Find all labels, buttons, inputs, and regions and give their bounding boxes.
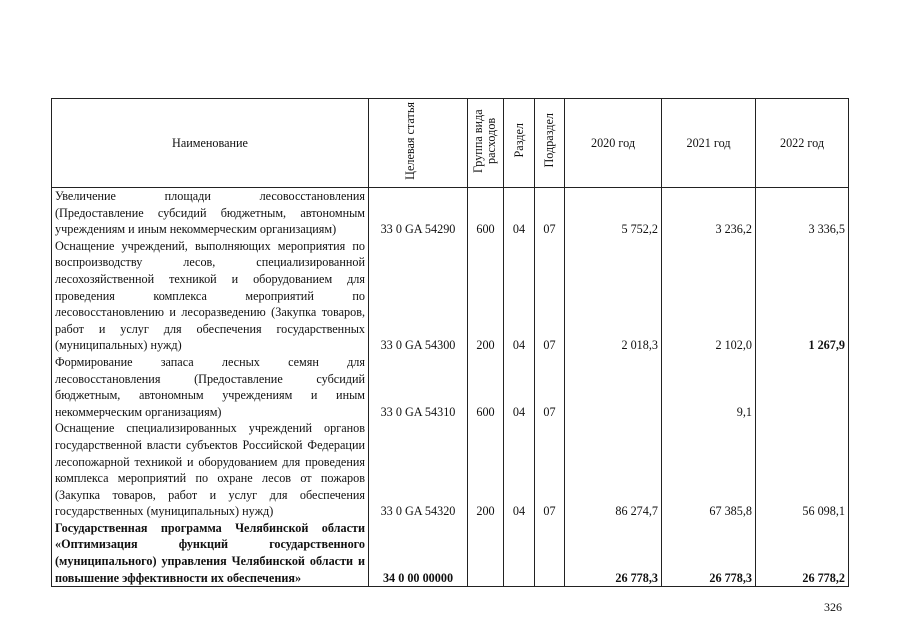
row-2021: 3 236,2 (662, 188, 756, 238)
row-2021: 26 778,3 (662, 520, 756, 587)
row-target-article: 33 0 GA 54300 (369, 238, 468, 354)
row-2020: 5 752,2 (565, 188, 662, 238)
budget-table (51, 98, 849, 587)
row-name: Формирование запаса лесных семян для лесовосстановления (Предоставление субсидий бюджетным, автономным учреждениям и иным некоммерческим организациям) (52, 354, 369, 420)
row-name: Государственная программа Челябинской области «Оптимизация функций государственного (муниципального) управления Челябинской области и повышение эффективности их обеспечения» (52, 520, 369, 587)
row-target-article: 33 0 GA 54320 (369, 420, 468, 520)
row-2020: 2 018,3 (565, 238, 662, 354)
table-row (52, 238, 849, 354)
table-row (52, 354, 849, 420)
row-2021: 67 385,8 (662, 420, 756, 520)
row-2022: 3 336,5 (756, 188, 849, 238)
row-subsection: 07 (535, 238, 565, 354)
header-2020: 2020 год (565, 99, 662, 188)
table-row (52, 420, 849, 520)
row-section (504, 520, 535, 587)
row-subsection: 07 (535, 420, 565, 520)
row-2022 (756, 354, 849, 420)
row-expense-group: 200 (468, 420, 504, 520)
row-2021: 2 102,0 (662, 238, 756, 354)
header-2021: 2021 год (662, 99, 756, 188)
page-number: 326 (824, 600, 842, 614)
row-target-article: 33 0 GA 54290 (369, 188, 468, 238)
row-2020 (565, 354, 662, 420)
row-2022: 1 267,9 (756, 238, 849, 354)
row-subsection (535, 520, 565, 587)
row-2021: 9,1 (662, 354, 756, 420)
row-target-article: 33 0 GA 54310 (369, 354, 468, 420)
row-2022: 56 098,1 (756, 420, 849, 520)
header-2022: 2022 год (756, 99, 849, 188)
header-subsection: Подраздел (535, 99, 565, 188)
row-target-article: 34 0 00 00000 (369, 520, 468, 587)
table-row (52, 520, 849, 587)
header-row (52, 99, 849, 188)
row-2020: 86 274,7 (565, 420, 662, 520)
row-2022: 26 778,2 (756, 520, 849, 587)
header-expense-group: Группа вида расходов (468, 99, 504, 188)
row-name: Оснащение учреждений, выполняющих мероприятия по воспроизводству лесов, специализированной лесохозяйственной техникой и оборудованием для проведения комплекса мероприятий по лесовосстановлению и лесоразведению (Закупка товаров, работ и услуг для обеспечения государственных (муниципальных) нужд) (52, 238, 369, 354)
row-section: 04 (504, 420, 535, 520)
row-section: 04 (504, 188, 535, 238)
row-expense-group: 600 (468, 354, 504, 420)
row-subsection: 07 (535, 188, 565, 238)
row-name: Оснащение специализированных учреждений органов государственной власти субъектов Российской Федерации лесопожарной техникой и оборудованием для проведения комплекса мероприятий по охране лесов от пожаров (Закупка товаров, работ и услуг для обеспечения государственных (муниципальных) нужд) (52, 420, 369, 520)
header-target-article: Целевая статья (369, 99, 468, 188)
row-name: Увеличение площади лесовосстановления (Предоставление субсидий бюджетным, автономным учреждениям и иным некоммерческим организациям) (52, 188, 369, 238)
row-section: 04 (504, 238, 535, 354)
row-section: 04 (504, 354, 535, 420)
row-expense-group (468, 520, 504, 587)
row-expense-group: 200 (468, 238, 504, 354)
header-section: Раздел (504, 99, 535, 188)
table-row (52, 188, 849, 238)
row-subsection: 07 (535, 354, 565, 420)
header-name: Наименование (52, 99, 369, 188)
row-2020: 26 778,3 (565, 520, 662, 587)
row-expense-group: 600 (468, 188, 504, 238)
